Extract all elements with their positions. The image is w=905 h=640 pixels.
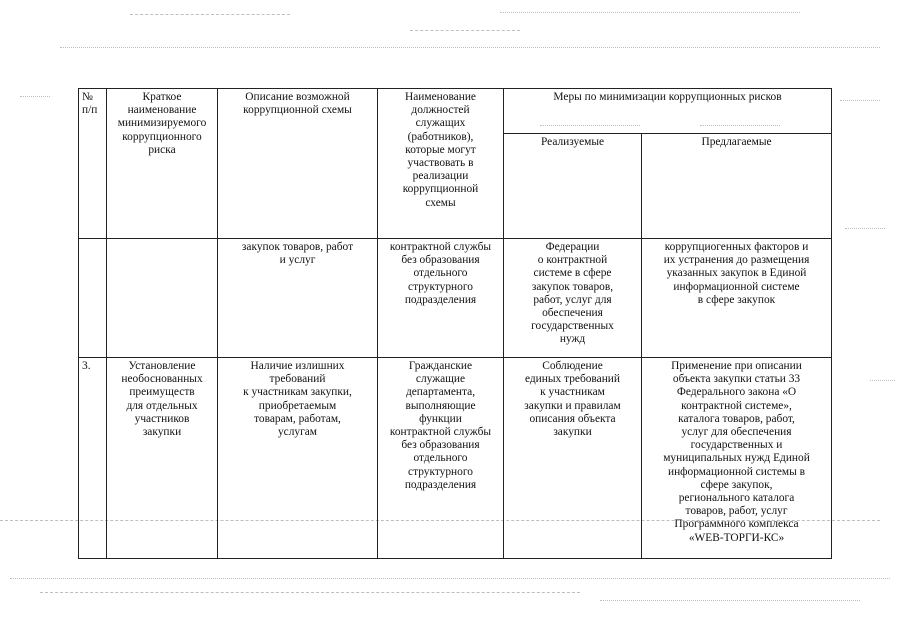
row-risk: Установление необоснованных преимуществ для отдельных участников закупки <box>107 358 218 559</box>
header-row <box>79 89 832 134</box>
scan-noise <box>845 228 885 229</box>
header-proposed: Предлагаемые <box>642 134 832 239</box>
scan-noise <box>500 12 800 13</box>
scan-noise <box>870 380 895 381</box>
header-scheme: Описание возможной коррупционной схемы <box>218 89 378 239</box>
scan-noise <box>130 14 290 15</box>
row-proposed: коррупциогенных факторов и их устранения до размещения указанных закупок в Единой информационной системе в сфере закупок <box>642 239 832 358</box>
scan-noise <box>20 96 50 97</box>
scan-noise <box>60 47 880 48</box>
row-implemented: Соблюдение единых требований к участникам закупки и правилам описания объекта закупки <box>504 358 642 559</box>
row-scheme: закупок товаров, работ и услуг <box>218 239 378 358</box>
corruption-risk-table <box>78 88 832 559</box>
row-risk <box>107 239 218 358</box>
scan-noise <box>410 30 520 31</box>
table-row <box>79 239 832 358</box>
scan-noise <box>40 592 580 593</box>
header-risk: Краткое наименование минимизируемого коррупционного риска <box>107 89 218 239</box>
row-scheme: Наличие излишних требований к участникам закупки, приобретаемым товарам, работам, услугам <box>218 358 378 559</box>
scan-noise <box>10 578 890 579</box>
row-num <box>79 239 107 358</box>
row-implemented: Федерации о контрактной системе в сфере закупок товаров, работ, услуг для обеспечения государственных нужд <box>504 239 642 358</box>
row-positions: Гражданские служащие департамента, выполняющие функции контрактной службы без образования отдельного структурного подразделения <box>378 358 504 559</box>
scan-noise <box>600 600 860 601</box>
header-num: № п/п <box>79 89 107 239</box>
row-num: 3. <box>79 358 107 559</box>
table-row <box>79 358 832 559</box>
row-proposed: Применение при описании объекта закупки статьи 33 Федерального закона «О контрактной системе», каталога товаров, работ, услуг для обеспечения государственных и муниципальных нужд Единой информационной системы в сфере закупок, регионального каталога товаров, работ, услуг Программного комплекса «WEB-ТОРГИ-КС» <box>642 358 832 559</box>
scan-noise <box>840 100 880 101</box>
header-implemented: Реализуемые <box>504 134 642 239</box>
row-positions: контрактной службы без образования отдельного структурного подразделения <box>378 239 504 358</box>
header-measures: Меры по минимизации коррупционных рисков <box>504 89 832 134</box>
header-positions: Наименование должностей служащих (работников), которые могут участвовать в реализации коррупционной схемы <box>378 89 504 239</box>
